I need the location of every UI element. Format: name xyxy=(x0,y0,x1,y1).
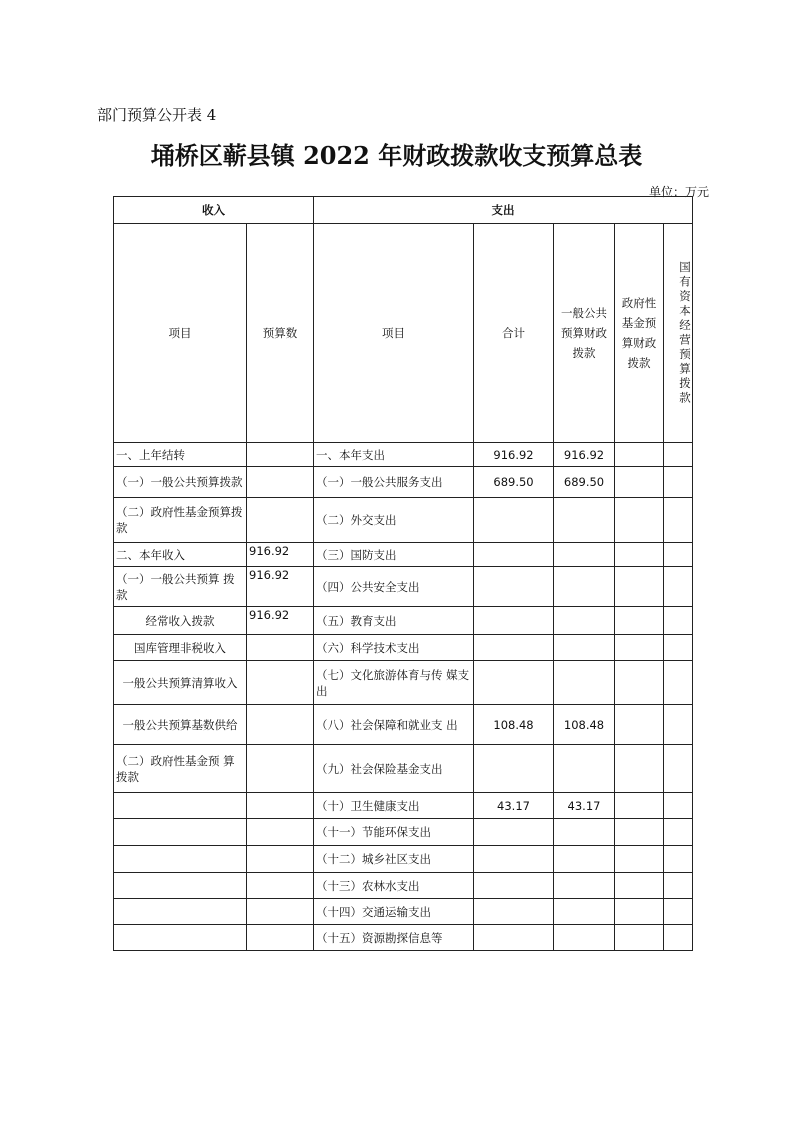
expense-item: （二）外交支出 xyxy=(314,498,474,543)
income-item xyxy=(114,819,247,846)
expense-fund xyxy=(615,607,664,635)
expense-total xyxy=(474,899,554,925)
income-amount xyxy=(247,661,314,705)
expense-item: （十五）资源勘探信息等 xyxy=(314,925,474,951)
expense-item: （十三）农林水支出 xyxy=(314,873,474,899)
expense-state xyxy=(664,819,693,846)
income-item: 一般公共预算基数供给 xyxy=(114,705,247,745)
expense-total xyxy=(474,873,554,899)
expense-total: 916.92 xyxy=(474,443,554,467)
income-amount xyxy=(247,793,314,819)
table-row xyxy=(114,498,693,543)
expense-total xyxy=(474,745,554,793)
col-expense-item: 项目 xyxy=(314,224,474,443)
table-row xyxy=(114,925,693,951)
expense-total: 108.48 xyxy=(474,705,554,745)
table-number: 部门预算公开表 4 xyxy=(97,106,217,124)
expense-general xyxy=(554,607,615,635)
expense-item: （三）国防支出 xyxy=(314,543,474,567)
income-item: （二）政府性基金预 算拨款 xyxy=(114,745,247,793)
income-amount xyxy=(247,745,314,793)
income-amount xyxy=(247,705,314,745)
expense-fund xyxy=(615,819,664,846)
income-item: （二）政府性基金预算拨款 xyxy=(114,498,247,543)
income-item: （一）一般公共预算 拨款 xyxy=(114,567,247,607)
expense-general: 108.48 xyxy=(554,705,615,745)
expense-fund xyxy=(615,925,664,951)
income-amount xyxy=(247,846,314,873)
expense-total xyxy=(474,661,554,705)
table-row xyxy=(114,607,693,635)
income-item xyxy=(114,925,247,951)
col-total: 合计 xyxy=(474,224,554,443)
expense-general xyxy=(554,846,615,873)
expense-state xyxy=(664,846,693,873)
expense-general xyxy=(554,543,615,567)
table-row xyxy=(114,819,693,846)
table-row xyxy=(114,543,693,567)
expense-fund xyxy=(615,635,664,661)
expense-fund xyxy=(615,793,664,819)
expense-total: 689.50 xyxy=(474,467,554,498)
expense-total xyxy=(474,819,554,846)
expense-item: （九）社会保险基金支出 xyxy=(314,745,474,793)
expense-total xyxy=(474,635,554,661)
income-amount xyxy=(247,899,314,925)
expense-general xyxy=(554,819,615,846)
income-item: 国库管理非税收入 xyxy=(114,635,247,661)
col-general: 一般公共预算财政拨款 xyxy=(554,224,615,443)
expense-state xyxy=(664,705,693,745)
expense-fund xyxy=(615,873,664,899)
expense-fund xyxy=(615,899,664,925)
income-item: 一、上年结转 xyxy=(114,443,247,467)
income-amount: 916.92 xyxy=(247,567,314,607)
table-row xyxy=(114,873,693,899)
table-row xyxy=(114,899,693,925)
expense-state xyxy=(664,567,693,607)
expense-item: （七）文化旅游体育与传 媒支出 xyxy=(314,661,474,705)
col-fund: 政府性基金预算财政拨款 xyxy=(615,224,664,443)
income-amount xyxy=(247,467,314,498)
expense-fund xyxy=(615,705,664,745)
expense-state xyxy=(664,467,693,498)
expense-general xyxy=(554,899,615,925)
income-item: 二、本年收入 xyxy=(114,543,247,567)
col-budget: 预算数 xyxy=(247,224,314,443)
income-amount xyxy=(247,443,314,467)
income-header: 收入 xyxy=(114,197,314,224)
expense-total xyxy=(474,925,554,951)
table-row xyxy=(114,467,693,498)
expense-item: （八）社会保障和就业支 出 xyxy=(314,705,474,745)
expense-general xyxy=(554,498,615,543)
expense-item: （四）公共安全支出 xyxy=(314,567,474,607)
expense-item: （六）科学技术支出 xyxy=(314,635,474,661)
expense-state xyxy=(664,661,693,705)
expense-total xyxy=(474,543,554,567)
expense-state xyxy=(664,899,693,925)
table-row xyxy=(114,567,693,607)
col-state: 国有资本经营预算拨款 xyxy=(664,224,693,443)
income-amount: 916.92 xyxy=(247,607,314,635)
table-row xyxy=(114,443,693,467)
table-row xyxy=(114,661,693,705)
income-item: 一般公共预算清算收入 xyxy=(114,661,247,705)
expense-fund xyxy=(615,567,664,607)
expense-fund xyxy=(615,661,664,705)
page-title: 埇桥区蕲县镇 2022 年财政拨款收支预算总表 xyxy=(150,141,643,170)
unit-label: 单位：万元 xyxy=(648,185,709,199)
expense-fund xyxy=(615,443,664,467)
income-item xyxy=(114,899,247,925)
table-row xyxy=(114,846,693,873)
income-item xyxy=(114,846,247,873)
expense-state xyxy=(664,543,693,567)
expense-item: （十）卫生健康支出 xyxy=(314,793,474,819)
expense-total xyxy=(474,498,554,543)
income-item xyxy=(114,793,247,819)
expense-general: 43.17 xyxy=(554,793,615,819)
expense-header: 支出 xyxy=(314,197,693,224)
expense-fund xyxy=(615,467,664,498)
income-amount xyxy=(247,498,314,543)
expense-state xyxy=(664,443,693,467)
expense-item: （十二）城乡社区支出 xyxy=(314,846,474,873)
expense-general xyxy=(554,661,615,705)
expense-total xyxy=(474,846,554,873)
expense-fund xyxy=(615,543,664,567)
income-amount xyxy=(247,873,314,899)
income-amount: 916.92 xyxy=(247,543,314,567)
income-amount xyxy=(247,819,314,846)
expense-item: （一）一般公共服务支出 xyxy=(314,467,474,498)
table-row xyxy=(114,745,693,793)
expense-general xyxy=(554,635,615,661)
expense-general xyxy=(554,925,615,951)
expense-general xyxy=(554,567,615,607)
expense-general xyxy=(554,745,615,793)
expense-fund xyxy=(615,846,664,873)
col-income-item: 项目 xyxy=(114,224,247,443)
expense-item: 一、本年支出 xyxy=(314,443,474,467)
expense-state xyxy=(664,498,693,543)
expense-fund xyxy=(615,745,664,793)
expense-item: （十一）节能环保支出 xyxy=(314,819,474,846)
expense-total xyxy=(474,567,554,607)
income-amount xyxy=(247,925,314,951)
expense-state xyxy=(664,607,693,635)
expense-state xyxy=(664,793,693,819)
table-row xyxy=(114,635,693,661)
expense-item: （十四）交通运输支出 xyxy=(314,899,474,925)
expense-general: 689.50 xyxy=(554,467,615,498)
table-row xyxy=(114,705,693,745)
expense-fund xyxy=(615,498,664,543)
expense-total: 43.17 xyxy=(474,793,554,819)
expense-total xyxy=(474,607,554,635)
expense-state xyxy=(664,873,693,899)
expense-general: 916.92 xyxy=(554,443,615,467)
income-amount xyxy=(247,635,314,661)
expense-item: （五）教育支出 xyxy=(314,607,474,635)
expense-state xyxy=(664,635,693,661)
budget-table xyxy=(113,196,693,951)
income-item: 经常收入拨款 xyxy=(114,607,247,635)
expense-general xyxy=(554,873,615,899)
income-item: （一）一般公共预算拨款 xyxy=(114,467,247,498)
table-row xyxy=(114,793,693,819)
expense-state xyxy=(664,745,693,793)
expense-state xyxy=(664,925,693,951)
income-item xyxy=(114,873,247,899)
